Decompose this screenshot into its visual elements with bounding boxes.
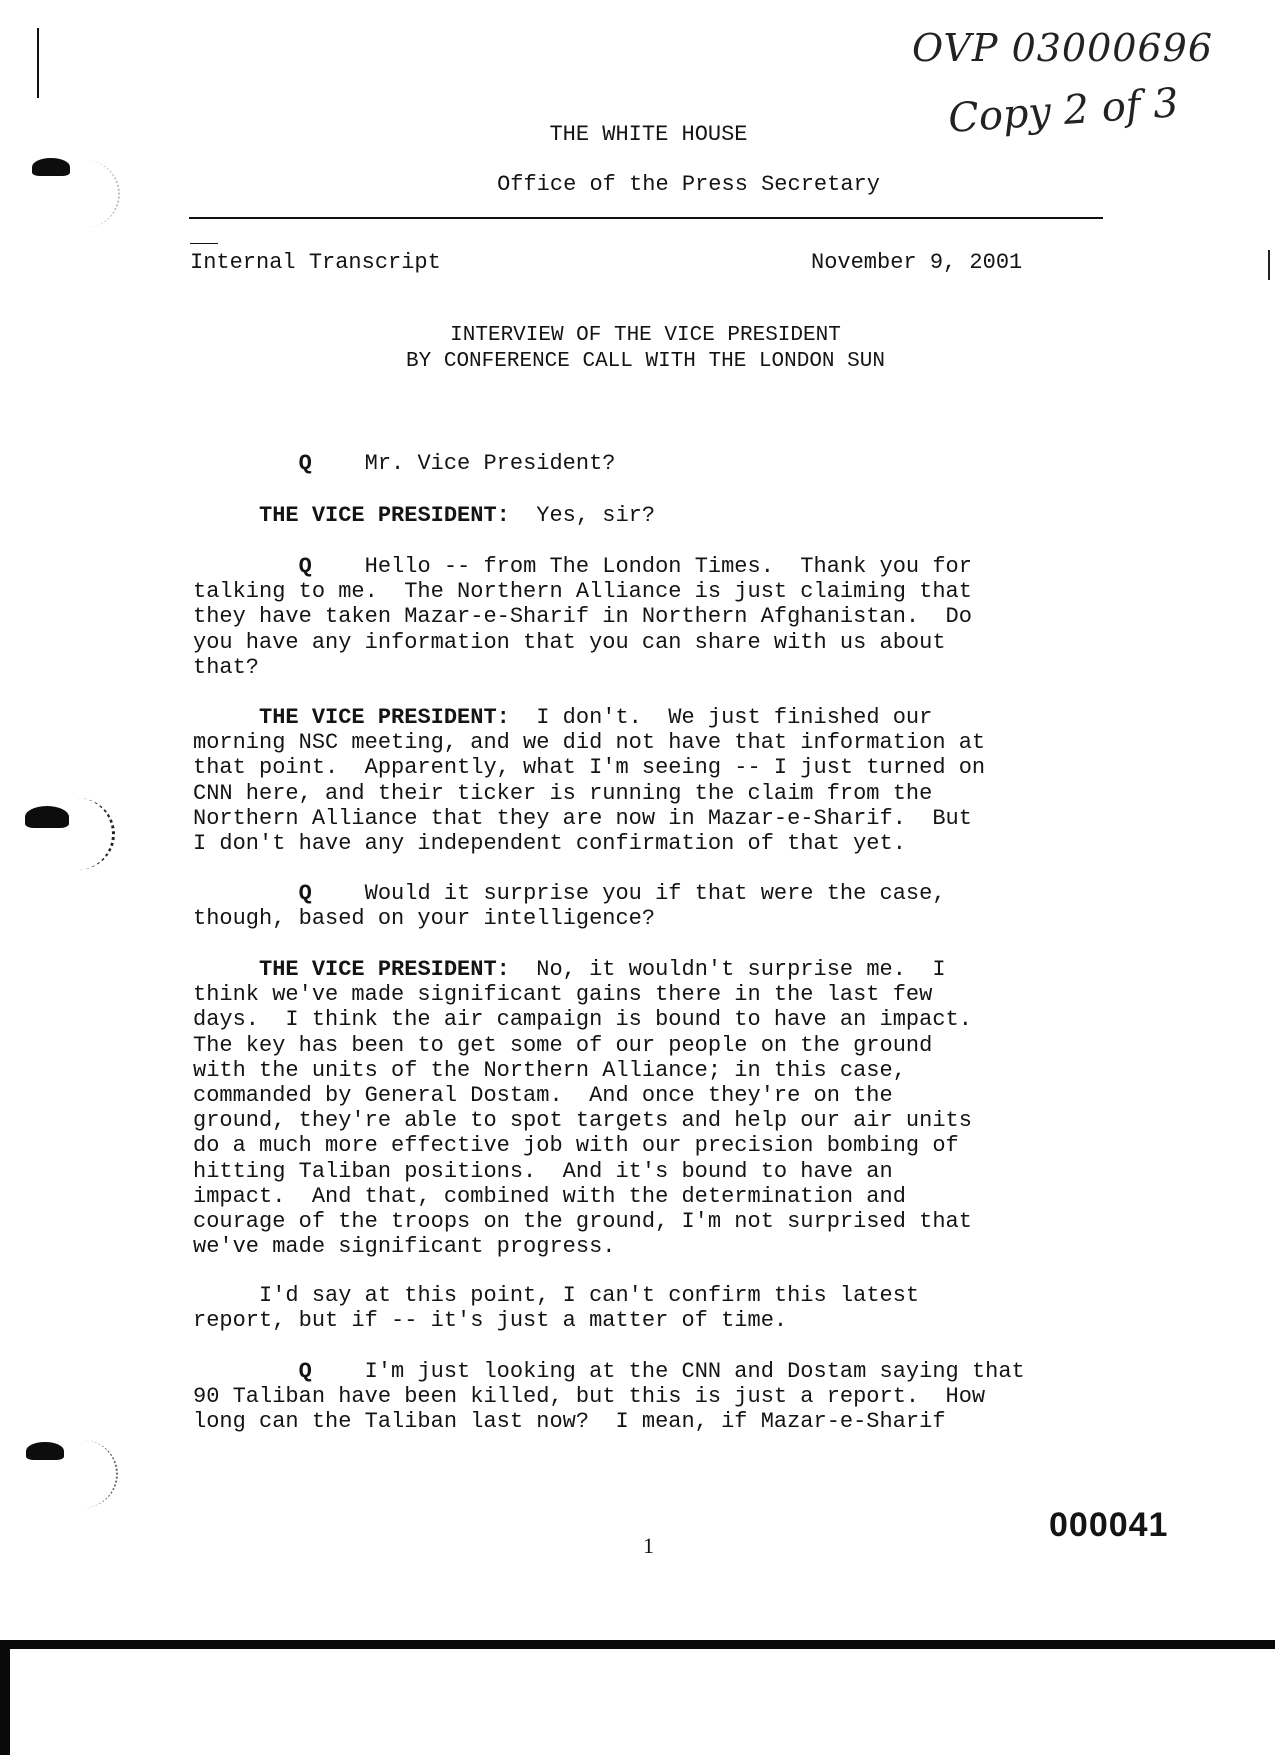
agency-heading: THE WHITE HOUSE [549,122,748,147]
punch-hole-ring-middle [40,798,115,870]
paragraph-text: I'm just looking at the CNN and Dostam saying that 90 Taliban have been killed, but this is just a report. How long can the Taliban last now? I mean, if Mazar-e-Sharif [193,1359,1025,1435]
paragraph-text: Would it surprise you if that were the case, though, based on your intelligence? [193,881,946,932]
punch-hole-ring-bottom [48,1440,118,1508]
paragraph-text: No, it wouldn't surprise me. I think we've made significant gains there in the last few days. I think the air campaign is bound to have an impact. The key has been to get some of our people on the ground with the units of the Northern Alliance; in this case, commanded by General Dostam. And once they're on the ground, they're able to spot targets and help our air units do a much more effective job with our precision bombing of hitting Taliban positions. And it's bound to have an impact. And that, combined with the determination and courage of the troops on the ground, I'm not surprised that we've made significant progress. [193,957,972,1260]
speaker-label: Q [298,881,312,906]
transcript-paragraph [193,1283,1133,1333]
speaker-label: Q [298,451,312,476]
small-rule [190,243,218,244]
scan-bottom-edge [0,1640,1275,1649]
paragraph-text: Mr. Vice President? [364,451,616,476]
document-date: November 9, 2001 [811,250,1023,275]
speaker-label: THE VICE PRESIDENT: [259,957,510,982]
speaker-label: THE VICE PRESIDENT: [259,705,510,730]
paragraph-text: Yes, sir? [536,503,656,528]
paragraph-text: I don't. We just finished our morning NSC meeting, and we did not have that information at that point. Apparently, what I'm seeing -- I just turned on CNN here, and their ticker is running the claim from the Northern Alliance that they are now in Mazar-e-Sharif. But I don't have any independent confirmation of that yet. [193,705,986,857]
transcript-paragraph [193,503,1133,528]
document-type: Internal Transcript [190,250,441,275]
speaker-label: Q [298,554,312,579]
speaker-label: THE VICE PRESIDENT: [259,503,510,528]
transcript-paragraph [193,957,1133,1259]
paragraph-text: I'd say at this point, I can't confirm this latest report, but if -- it's just a matter of time. [193,1283,920,1334]
title-line-2: BY CONFERENCE CALL WITH THE LONDON SUN [406,350,885,373]
transcript-paragraph [193,1359,1133,1435]
scan-edge-mark [37,28,39,98]
transcript-paragraph [193,881,1133,931]
speaker-label: Q [298,1359,312,1384]
bates-number: 000041 [1049,1506,1169,1544]
handwritten-copy-note: Copy 2 of 3 [946,80,1181,142]
header-rule [189,217,1103,219]
scan-left-edge [0,1640,10,1755]
transcript-paragraph [193,554,1133,680]
paragraph-text: Hello -- from The London Times. Thank you for talking to me. The Northern Alliance is just claiming that they have taken Mazar-e-Sharif in Northern Afghanistan. Do you have any information that you can share with us about that? [193,554,972,680]
transcript-paragraph [193,705,1133,856]
transcript-paragraph [193,451,1133,476]
scan-edge-tick [1268,250,1270,280]
page-number: 1 [643,1533,654,1558]
title-line-1: INTERVIEW OF THE VICE PRESIDENT [450,324,841,347]
office-heading: Office of the Press Secretary [497,172,880,197]
handwritten-document-id: OVP 03000696 [912,26,1213,70]
